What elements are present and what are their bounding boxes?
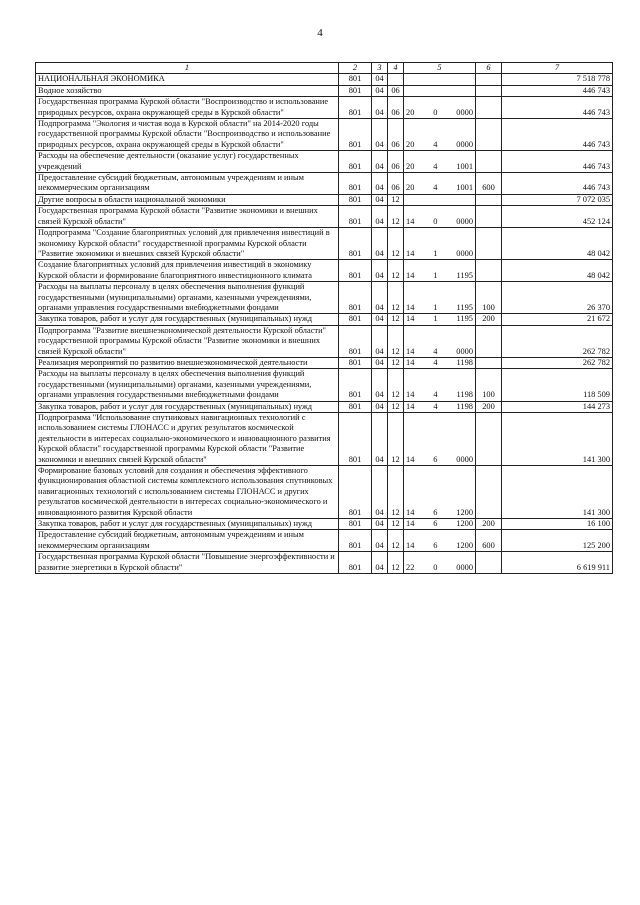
grbs-cell: 801 bbox=[339, 314, 372, 325]
table-row bbox=[36, 173, 613, 195]
subprogram-code: 6 bbox=[433, 507, 438, 517]
subsection-cell: 12 bbox=[388, 530, 404, 552]
target-article-cell bbox=[404, 119, 476, 151]
amount-cell: 118 509 bbox=[502, 369, 613, 401]
row-name-cell: Подпрограмма "Использование спутниковых навигационных технологий с использованием системы ГЛОНАСС и других результатов космической деятельности в интересах социально-экономического и инновационного развития Курской области" государственной программы Курской области "Развитие экономики и внешних связей Курской области" bbox=[36, 413, 339, 466]
section-cell: 04 bbox=[372, 552, 388, 574]
section-cell: 04 bbox=[372, 282, 388, 314]
program-code: 14 bbox=[406, 270, 415, 280]
direction-code: 0000 bbox=[456, 454, 473, 464]
table-row bbox=[36, 552, 613, 574]
amount-cell: 21 672 bbox=[502, 314, 613, 325]
expense-type-cell bbox=[476, 119, 502, 151]
subsection-cell: 12 bbox=[388, 260, 404, 282]
subprogram-code: 4 bbox=[433, 161, 438, 171]
target-article-cell bbox=[404, 413, 476, 466]
target-article-cell bbox=[404, 97, 476, 119]
grbs-cell: 801 bbox=[339, 369, 372, 401]
expense-type-cell bbox=[476, 260, 502, 282]
target-article-parts bbox=[406, 108, 473, 118]
subsection-cell: 06 bbox=[388, 173, 404, 195]
grbs-cell: 801 bbox=[339, 530, 372, 552]
column-header: 2 bbox=[339, 63, 372, 74]
column-header: 3 bbox=[372, 63, 388, 74]
target-article-parts bbox=[406, 183, 473, 193]
amount-cell: 125 200 bbox=[502, 530, 613, 552]
direction-code: 1001 bbox=[456, 183, 473, 193]
table-row bbox=[36, 206, 613, 228]
expense-type-cell bbox=[476, 194, 502, 205]
target-article-cell bbox=[404, 369, 476, 401]
grbs-cell: 801 bbox=[339, 552, 372, 574]
direction-code: 0000 bbox=[456, 107, 473, 117]
subsection-cell: 06 bbox=[388, 151, 404, 173]
target-article-parts bbox=[406, 271, 473, 281]
expense-type-cell: 100 bbox=[476, 369, 502, 401]
amount-cell: 446 743 bbox=[502, 151, 613, 173]
subprogram-code: 0 bbox=[433, 107, 438, 117]
target-article-cell bbox=[404, 260, 476, 282]
row-name-cell: Предоставление субсидий бюджетным, автономным учреждениям и иным некоммерческим организациям bbox=[36, 173, 339, 195]
subsection-cell: 12 bbox=[388, 206, 404, 228]
amount-cell: 48 042 bbox=[502, 260, 613, 282]
direction-code: 1195 bbox=[456, 314, 473, 324]
subprogram-code: 1 bbox=[433, 302, 438, 312]
expense-type-cell: 600 bbox=[476, 530, 502, 552]
row-name-cell: Подпрограмма "Экология и чистая вода в Курской области" на 2014-2020 годы государственной программы Курской области "Воспроизводство и использование природных ресурсов, охрана окружающей среды в Курской области" bbox=[36, 119, 339, 151]
target-article-cell bbox=[404, 552, 476, 574]
section-cell: 04 bbox=[372, 228, 388, 260]
subsection-cell bbox=[388, 74, 404, 85]
target-article-parts bbox=[406, 455, 473, 465]
subprogram-code: 1 bbox=[433, 248, 438, 258]
row-name-cell: Подпрограмма "Развитие внешнеэкономической деятельности Курской области" государственной программы Курской области "Развитие экономики и внешних связей Курской области" bbox=[36, 325, 339, 357]
subsection-cell: 12 bbox=[388, 552, 404, 574]
direction-code: 1198 bbox=[456, 390, 473, 400]
section-cell: 04 bbox=[372, 369, 388, 401]
section-cell: 04 bbox=[372, 151, 388, 173]
grbs-cell: 801 bbox=[339, 282, 372, 314]
target-article-cell bbox=[404, 530, 476, 552]
amount-cell: 16 100 bbox=[502, 519, 613, 530]
subsection-cell: 12 bbox=[388, 314, 404, 325]
expense-type-cell: 100 bbox=[476, 282, 502, 314]
row-name-cell: Закупка товаров, работ и услуг для государственных (муниципальных) нужд bbox=[36, 314, 339, 325]
expense-type-cell bbox=[476, 413, 502, 466]
program-code: 14 bbox=[406, 357, 415, 367]
subprogram-code: 1 bbox=[433, 314, 438, 324]
expense-type-cell: 200 bbox=[476, 314, 502, 325]
subsection-cell: 12 bbox=[388, 519, 404, 530]
section-cell: 04 bbox=[372, 97, 388, 119]
program-code: 14 bbox=[406, 540, 415, 550]
direction-code: 1200 bbox=[456, 507, 473, 517]
table-row bbox=[36, 74, 613, 85]
target-article-parts bbox=[406, 390, 473, 400]
target-article-cell bbox=[404, 357, 476, 368]
grbs-cell: 801 bbox=[339, 85, 372, 96]
subprogram-code: 4 bbox=[433, 346, 438, 356]
row-name-cell: Закупка товаров, работ и услуг для государственных (муниципальных) нужд bbox=[36, 401, 339, 412]
target-article-cell bbox=[404, 228, 476, 260]
header-row bbox=[36, 63, 613, 74]
target-article-parts bbox=[406, 249, 473, 259]
direction-code: 0000 bbox=[456, 562, 473, 572]
target-article-parts bbox=[406, 347, 473, 357]
row-name-cell: Другие вопросы в области национальной экономики bbox=[36, 194, 339, 205]
row-name-cell: Реализация мероприятий по развитию внешнеэкономической деятельности bbox=[36, 357, 339, 368]
amount-cell: 446 743 bbox=[502, 85, 613, 96]
subprogram-code: 4 bbox=[433, 390, 438, 400]
subsection-cell: 06 bbox=[388, 85, 404, 96]
direction-code: 1001 bbox=[456, 161, 473, 171]
column-header: 1 bbox=[36, 63, 339, 74]
grbs-cell: 801 bbox=[339, 401, 372, 412]
grbs-cell: 801 bbox=[339, 194, 372, 205]
amount-cell: 7 072 035 bbox=[502, 194, 613, 205]
program-code: 20 bbox=[406, 139, 415, 149]
subsection-cell: 12 bbox=[388, 228, 404, 260]
expense-type-cell: 200 bbox=[476, 519, 502, 530]
table-row bbox=[36, 519, 613, 530]
section-cell: 04 bbox=[372, 194, 388, 205]
target-article-cell bbox=[404, 466, 476, 519]
expense-type-cell bbox=[476, 325, 502, 357]
program-code: 14 bbox=[406, 302, 415, 312]
program-code: 22 bbox=[406, 562, 415, 572]
expense-type-cell bbox=[476, 552, 502, 574]
subprogram-code: 4 bbox=[433, 357, 438, 367]
target-article-parts bbox=[406, 162, 473, 172]
grbs-cell: 801 bbox=[339, 519, 372, 530]
row-name-cell: Предоставление субсидий бюджетным, автономным учреждениям и иным некоммерческим организациям bbox=[36, 530, 339, 552]
expense-type-cell bbox=[476, 206, 502, 228]
row-name-cell: Закупка товаров, работ и услуг для государственных (муниципальных) нужд bbox=[36, 519, 339, 530]
target-article-parts bbox=[406, 519, 473, 529]
program-code: 14 bbox=[406, 454, 415, 464]
table-row bbox=[36, 85, 613, 96]
row-name-cell: Подпрограмма "Создание благоприятных условий для привлечения инвестиций в экономику Курской области" государственной программы Курской области "Развитие экономики и внешних связей Курской области" bbox=[36, 228, 339, 260]
grbs-cell: 801 bbox=[339, 74, 372, 85]
table-row bbox=[36, 282, 613, 314]
subprogram-code: 4 bbox=[433, 183, 438, 193]
expense-type-cell bbox=[476, 97, 502, 119]
table-row bbox=[36, 194, 613, 205]
target-article-cell bbox=[404, 85, 476, 96]
program-code: 14 bbox=[406, 346, 415, 356]
expense-type-cell: 200 bbox=[476, 401, 502, 412]
table-row bbox=[36, 314, 613, 325]
section-cell: 04 bbox=[372, 314, 388, 325]
direction-code: 0000 bbox=[456, 346, 473, 356]
amount-cell: 141 300 bbox=[502, 413, 613, 466]
row-name-cell: Расходы на обеспечение деятельности (оказание услуг) государственных учреждений bbox=[36, 151, 339, 173]
subsection-cell: 12 bbox=[388, 282, 404, 314]
table-row bbox=[36, 260, 613, 282]
row-name-cell: Государственная программа Курской области "Повышение энергоэффективности и развитие энергетики в Курской области" bbox=[36, 552, 339, 574]
table-row bbox=[36, 530, 613, 552]
expense-type-cell bbox=[476, 357, 502, 368]
target-article-parts bbox=[406, 563, 473, 573]
table-row bbox=[36, 466, 613, 519]
section-cell: 04 bbox=[372, 466, 388, 519]
row-name-cell: Водное хозяйство bbox=[36, 85, 339, 96]
subprogram-code: 6 bbox=[433, 519, 438, 529]
column-header: 7 bbox=[502, 63, 613, 74]
target-article-cell bbox=[404, 401, 476, 412]
section-cell: 04 bbox=[372, 401, 388, 412]
grbs-cell: 801 bbox=[339, 260, 372, 282]
section-cell: 04 bbox=[372, 519, 388, 530]
subsection-cell: 12 bbox=[388, 357, 404, 368]
subprogram-code: 1 bbox=[433, 270, 438, 280]
amount-cell: 262 782 bbox=[502, 357, 613, 368]
direction-code: 1198 bbox=[456, 357, 473, 367]
page-number: 4 bbox=[317, 27, 323, 39]
target-article-parts bbox=[406, 140, 473, 150]
amount-cell: 262 782 bbox=[502, 325, 613, 357]
section-cell: 04 bbox=[372, 119, 388, 151]
program-code: 14 bbox=[406, 507, 415, 517]
row-name-cell: Государственная программа Курской области "Воспроизводство и использование природных ресурсов, охрана окружающей среды в Курской области" bbox=[36, 97, 339, 119]
row-name-cell: Государственная программа Курской области "Развитие экономики и внешних связей Курской области" bbox=[36, 206, 339, 228]
direction-code: 1198 bbox=[456, 401, 473, 411]
grbs-cell: 801 bbox=[339, 151, 372, 173]
column-header: 5 bbox=[404, 63, 476, 74]
subsection-cell: 06 bbox=[388, 97, 404, 119]
grbs-cell: 801 bbox=[339, 413, 372, 466]
subsection-cell: 06 bbox=[388, 119, 404, 151]
target-article-parts bbox=[406, 508, 473, 518]
section-cell: 04 bbox=[372, 206, 388, 228]
column-header: 6 bbox=[476, 63, 502, 74]
table-row bbox=[36, 228, 613, 260]
target-article-cell bbox=[404, 325, 476, 357]
program-code: 20 bbox=[406, 183, 415, 193]
subsection-cell: 12 bbox=[388, 369, 404, 401]
section-cell: 04 bbox=[372, 357, 388, 368]
section-cell: 04 bbox=[372, 530, 388, 552]
expense-type-cell bbox=[476, 228, 502, 260]
section-cell: 04 bbox=[372, 85, 388, 96]
subsection-cell: 12 bbox=[388, 194, 404, 205]
amount-cell: 446 743 bbox=[502, 97, 613, 119]
direction-code: 1200 bbox=[456, 519, 473, 529]
amount-cell: 446 743 bbox=[502, 173, 613, 195]
section-cell: 04 bbox=[372, 413, 388, 466]
section-cell: 04 bbox=[372, 325, 388, 357]
direction-code: 0000 bbox=[456, 139, 473, 149]
program-code: 20 bbox=[406, 161, 415, 171]
table-row bbox=[36, 97, 613, 119]
subprogram-code: 0 bbox=[433, 562, 438, 572]
grbs-cell: 801 bbox=[339, 357, 372, 368]
direction-code: 0000 bbox=[456, 216, 473, 226]
subsection-cell: 12 bbox=[388, 401, 404, 412]
amount-cell: 48 042 bbox=[502, 228, 613, 260]
amount-cell: 144 273 bbox=[502, 401, 613, 412]
row-name-cell: Создание благоприятных условий для привлечения инвестиций в экономику Курской области и формирование благоприятного инвестиционного климата bbox=[36, 260, 339, 282]
table-row bbox=[36, 151, 613, 173]
program-code: 20 bbox=[406, 107, 415, 117]
expense-type-cell bbox=[476, 74, 502, 85]
direction-code: 1195 bbox=[456, 270, 473, 280]
target-article-cell bbox=[404, 282, 476, 314]
table-row bbox=[36, 369, 613, 401]
expense-type-cell bbox=[476, 466, 502, 519]
subprogram-code: 4 bbox=[433, 139, 438, 149]
subprogram-code: 4 bbox=[433, 401, 438, 411]
row-name-cell: Формирование базовых условий для создания и обеспечения эффективного функционирования областной системы комплексного использования спутниковых навигационных технологий с использованием системы ГЛОНАСС и других результатов космической деятельности в интересах социально-экономического и инновационного развития Курской области bbox=[36, 466, 339, 519]
direction-code: 1195 bbox=[456, 302, 473, 312]
grbs-cell: 801 bbox=[339, 206, 372, 228]
subprogram-code: 6 bbox=[433, 454, 438, 464]
subprogram-code: 0 bbox=[433, 216, 438, 226]
amount-cell: 446 743 bbox=[502, 119, 613, 151]
target-article-cell bbox=[404, 173, 476, 195]
grbs-cell: 801 bbox=[339, 228, 372, 260]
target-article-cell bbox=[404, 314, 476, 325]
program-code: 14 bbox=[406, 216, 415, 226]
target-article-cell bbox=[404, 206, 476, 228]
amount-cell: 26 370 bbox=[502, 282, 613, 314]
subsection-cell: 12 bbox=[388, 466, 404, 519]
table-row bbox=[36, 325, 613, 357]
target-article-parts bbox=[406, 402, 473, 412]
target-article-cell bbox=[404, 74, 476, 85]
target-article-cell bbox=[404, 519, 476, 530]
amount-cell: 7 518 778 bbox=[502, 74, 613, 85]
expense-type-cell bbox=[476, 151, 502, 173]
amount-cell: 452 124 bbox=[502, 206, 613, 228]
subsection-cell: 12 bbox=[388, 325, 404, 357]
row-name-cell: Расходы на выплаты персоналу в целях обеспечения выполнения функций государственными (муниципальными) органами, казенными учреждениями, органами управления государственными внебюджетными фондами bbox=[36, 282, 339, 314]
program-code: 14 bbox=[406, 390, 415, 400]
target-article-parts bbox=[406, 541, 473, 551]
grbs-cell: 801 bbox=[339, 119, 372, 151]
subsection-cell: 12 bbox=[388, 413, 404, 466]
target-article-parts bbox=[406, 303, 473, 313]
table-row bbox=[36, 119, 613, 151]
row-name-cell: Расходы на выплаты персоналу в целях обеспечения выполнения функций государственными (муниципальными) органами, казенными учреждениями, органами управления государственными внебюджетными фондами bbox=[36, 369, 339, 401]
amount-cell: 141 300 bbox=[502, 466, 613, 519]
direction-code: 0000 bbox=[456, 248, 473, 258]
target-article-parts bbox=[406, 314, 473, 324]
target-article-parts bbox=[406, 217, 473, 227]
program-code: 14 bbox=[406, 314, 415, 324]
table-row bbox=[36, 401, 613, 412]
section-cell: 04 bbox=[372, 260, 388, 282]
grbs-cell: 801 bbox=[339, 466, 372, 519]
direction-code: 1200 bbox=[456, 540, 473, 550]
section-cell: 04 bbox=[372, 173, 388, 195]
program-code: 14 bbox=[406, 401, 415, 411]
section-cell: 04 bbox=[372, 74, 388, 85]
amount-cell: 6 619 911 bbox=[502, 552, 613, 574]
grbs-cell: 801 bbox=[339, 173, 372, 195]
program-code: 14 bbox=[406, 519, 415, 529]
table-row bbox=[36, 413, 613, 466]
budget-table bbox=[35, 62, 613, 574]
expense-type-cell bbox=[476, 85, 502, 96]
row-name-cell: НАЦИОНАЛЬНАЯ ЭКОНОМИКА bbox=[36, 74, 339, 85]
grbs-cell: 801 bbox=[339, 325, 372, 357]
program-code: 14 bbox=[406, 248, 415, 258]
target-article-parts bbox=[406, 358, 473, 368]
column-header: 4 bbox=[388, 63, 404, 74]
target-article-cell bbox=[404, 194, 476, 205]
subprogram-code: 6 bbox=[433, 540, 438, 550]
expense-type-cell: 600 bbox=[476, 173, 502, 195]
table-row bbox=[36, 357, 613, 368]
grbs-cell: 801 bbox=[339, 97, 372, 119]
target-article-cell bbox=[404, 151, 476, 173]
